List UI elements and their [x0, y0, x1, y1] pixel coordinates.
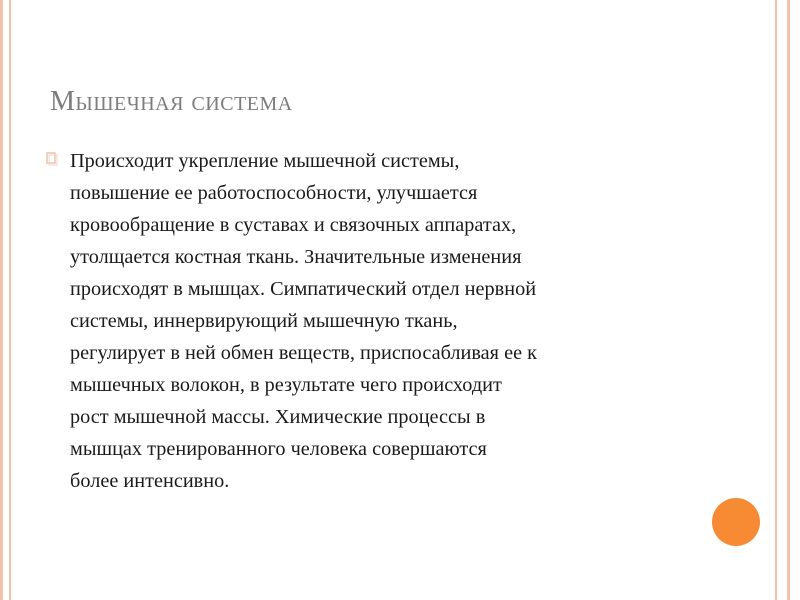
right-frame-stripe-inner — [775, 0, 777, 600]
body-text-line: мышцах тренированного человека совершаются — [70, 438, 487, 460]
body-text-line: происходят в мышцах. Симпатический отдел нервной — [70, 278, 537, 300]
body-text-line: рост мышечной массы. Химические процессы в — [70, 406, 486, 428]
slide-body-text — [70, 145, 710, 497]
left-frame-stripe-inner — [9, 0, 11, 600]
body-text-line: мышечных волокон, в результате чего происходит — [70, 374, 502, 396]
body-text-line: более интенсивно. — [70, 470, 230, 492]
body-text-line: кровообращение в суставах и связочных аппаратах, — [70, 214, 517, 236]
hollow-square-bullet-icon — [46, 150, 58, 166]
body-text-line: повышение ее работоспособности, улучшается — [70, 182, 478, 204]
body-text-line: системы, иннервирующий мышечную ткань, — [70, 310, 458, 332]
left-frame-stripe-outer — [0, 0, 3, 600]
orange-circle-decoration — [712, 498, 760, 546]
body-text-line: регулирует в ней обмен веществ, приспосабливая ее к — [70, 342, 538, 364]
slide-title: Мышечная система — [50, 86, 293, 117]
right-frame-stripe-outer — [787, 0, 790, 600]
body-text-line: Происходит укрепление мышечной системы, — [70, 150, 460, 172]
body-text-line: утолщается костная ткань. Значительные изменения — [70, 246, 522, 268]
